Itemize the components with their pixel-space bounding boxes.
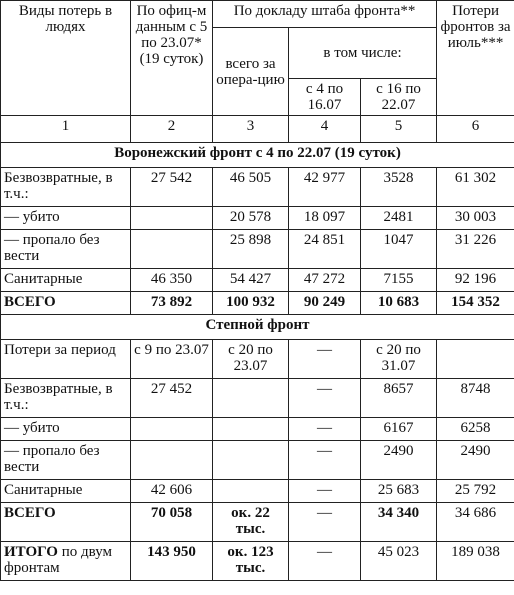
cell-v3 (213, 480, 289, 503)
header-july-losses: Потери фронтов за июль*** (437, 1, 514, 116)
cell-v5: 34 340 (361, 503, 437, 542)
row-label: — убито (1, 207, 131, 230)
cell-v5: 25 683 (361, 480, 437, 503)
column-number: 1 (1, 116, 131, 143)
cell-v5: 7155 (361, 269, 437, 292)
cell-v3: ок. 123 тыс. (213, 542, 289, 581)
cell-v6: 154 352 (437, 292, 514, 315)
cell-v6: 8748 (437, 379, 514, 418)
cell-v4: — (289, 379, 361, 418)
column-number: 4 (289, 116, 361, 143)
cell-v2: 27 542 (131, 168, 213, 207)
cell-v3: с 20 по 23.07 (213, 340, 289, 379)
row-label: Безвозвратные, в т.ч.: (1, 379, 131, 418)
cell-v4: 18 097 (289, 207, 361, 230)
header-row-1 (1, 1, 514, 28)
cell-v2: 70 058 (131, 503, 213, 542)
table-row (1, 418, 514, 441)
table-row (1, 379, 514, 418)
header-loss-type: Виды потерь в людях (1, 1, 131, 116)
cell-v6: 92 196 (437, 269, 514, 292)
header-including: в том числе: (289, 28, 437, 79)
cell-v4: 47 272 (289, 269, 361, 292)
cell-v3: 46 505 (213, 168, 289, 207)
cell-v3: ок. 22 тыс. (213, 503, 289, 542)
cell-v5: с 20 по 31.07 (361, 340, 437, 379)
header-period-2: с 16 по 22.07 (361, 79, 437, 116)
row-label: — пропало без вести (1, 441, 131, 480)
cell-v5: 6167 (361, 418, 437, 441)
cell-v5: 10 683 (361, 292, 437, 315)
row-label: ВСЕГО (1, 292, 131, 315)
table-row (1, 340, 514, 379)
cell-v6: 34 686 (437, 503, 514, 542)
cell-v4: — (289, 418, 361, 441)
cell-v2: 42 606 (131, 480, 213, 503)
section-title: Степной фронт (1, 315, 514, 340)
cell-v3 (213, 418, 289, 441)
row-label: Потери за период (1, 340, 131, 379)
cell-v2: 27 452 (131, 379, 213, 418)
table-row (1, 168, 514, 207)
cell-v4: — (289, 542, 361, 581)
cell-v4: 42 977 (289, 168, 361, 207)
column-numbers-row (1, 116, 514, 143)
cell-v3: 25 898 (213, 230, 289, 269)
cell-v4: 24 851 (289, 230, 361, 269)
cell-v5: 2490 (361, 441, 437, 480)
cell-v2: с 9 по 23.07 (131, 340, 213, 379)
cell-v4: — (289, 503, 361, 542)
column-number: 2 (131, 116, 213, 143)
cell-v2: 46 350 (131, 269, 213, 292)
table-row-total (1, 292, 514, 315)
row-label: — пропало без вести (1, 230, 131, 269)
row-label: Безвозвратные, в т.ч.: (1, 168, 131, 207)
cell-v4: — (289, 441, 361, 480)
cell-v3 (213, 379, 289, 418)
cell-v2 (131, 230, 213, 269)
column-number: 5 (361, 116, 437, 143)
column-number: 3 (213, 116, 289, 143)
cell-v6 (437, 340, 514, 379)
cell-v6: 31 226 (437, 230, 514, 269)
cell-v2: 143 950 (131, 542, 213, 581)
section-voronezh (1, 143, 514, 168)
header-official-data: По офиц-м данным с 5 по 23.07* (19 суток) (131, 1, 213, 116)
header-total-operation: всего за опера-цию (213, 28, 289, 116)
header-period-1: с 4 по 16.07 (289, 79, 361, 116)
cell-v5: 1047 (361, 230, 437, 269)
cell-v6: 6258 (437, 418, 514, 441)
cell-v4: — (289, 480, 361, 503)
row-label: — убито (1, 418, 131, 441)
cell-v2 (131, 418, 213, 441)
cell-v4: — (289, 340, 361, 379)
table-row (1, 480, 514, 503)
cell-v5: 2481 (361, 207, 437, 230)
cell-v6: 61 302 (437, 168, 514, 207)
cell-v3: 100 932 (213, 292, 289, 315)
table-row-grand-total (1, 542, 514, 581)
cell-v2 (131, 441, 213, 480)
grand-total-label-bold: ИТОГО (4, 544, 58, 560)
table-row (1, 230, 514, 269)
cell-v3 (213, 441, 289, 480)
grand-total-label-rest: по двум фронтам (4, 544, 113, 576)
cell-v6: 25 792 (437, 480, 514, 503)
column-number: 6 (437, 116, 514, 143)
cell-v6: 189 038 (437, 542, 514, 581)
cell-v5: 8657 (361, 379, 437, 418)
table-row-total (1, 503, 514, 542)
cell-v6: 2490 (437, 441, 514, 480)
cell-v3: 20 578 (213, 207, 289, 230)
cell-v2 (131, 207, 213, 230)
cell-v5: 45 023 (361, 542, 437, 581)
cell-v2: 73 892 (131, 292, 213, 315)
cell-v5: 3528 (361, 168, 437, 207)
section-steppe (1, 315, 514, 340)
cell-v6: 30 003 (437, 207, 514, 230)
section-title: Воронежский фронт с 4 по 22.07 (19 суток) (1, 143, 514, 168)
header-staff-report: По докладу штаба фронта** (213, 1, 437, 28)
row-label: ВСЕГО (1, 503, 131, 542)
row-label: Санитарные (1, 269, 131, 292)
table-row (1, 269, 514, 292)
grand-total-label (1, 542, 131, 581)
cell-v4: 90 249 (289, 292, 361, 315)
table-row (1, 207, 514, 230)
row-label: Санитарные (1, 480, 131, 503)
cell-v3: 54 427 (213, 269, 289, 292)
table-row (1, 441, 514, 480)
